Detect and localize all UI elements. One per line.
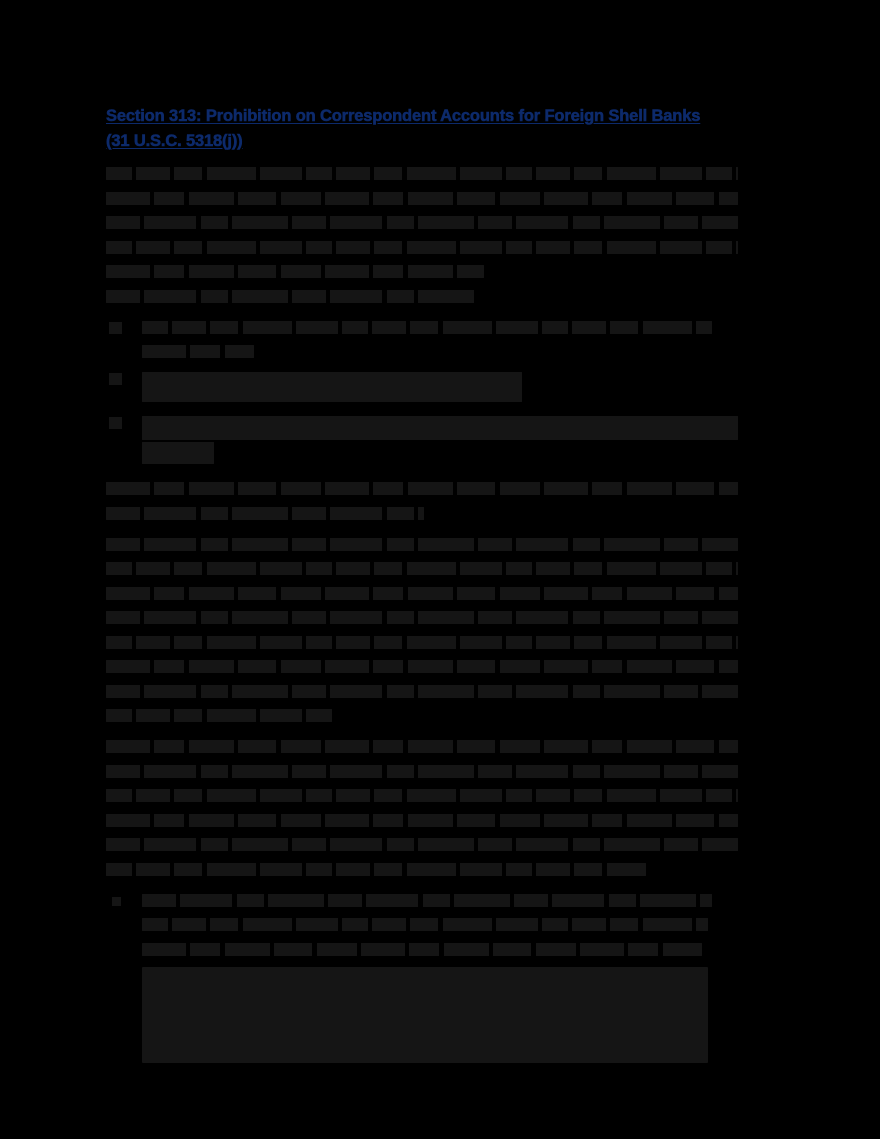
redacted-line — [106, 789, 738, 802]
redacted-line — [106, 241, 738, 254]
intro-paragraph — [106, 167, 738, 303]
list-marker-icon — [109, 373, 122, 385]
list-intro-paragraph — [106, 482, 738, 520]
redacted-line — [106, 863, 646, 876]
redacted-line — [106, 167, 738, 180]
redacted-line — [106, 814, 738, 827]
redacted-line — [106, 587, 738, 600]
redacted-line — [106, 265, 484, 278]
page-title: Section 313: Prohibition on Correspondent Accounts for Foreign Shell Banks (31 U.S.C. 5318(j)) — [106, 107, 701, 150]
list-item — [106, 894, 738, 1064]
redacted-line — [106, 562, 738, 575]
list-item — [106, 416, 738, 464]
redacted-block — [142, 967, 708, 1063]
redacted-line — [142, 442, 214, 464]
redacted-line — [142, 372, 522, 402]
redacted-line — [142, 345, 254, 358]
redacted-line — [106, 290, 478, 303]
redacted-line — [106, 636, 738, 649]
redacted-line — [106, 192, 738, 205]
redacted-line — [106, 740, 738, 753]
list-marker-icon — [109, 417, 122, 429]
redacted-bulleted-list — [106, 894, 738, 1064]
redacted-line — [106, 507, 424, 520]
body-paragraph-2 — [106, 740, 738, 876]
redacted-line — [142, 918, 708, 931]
redacted-line — [142, 943, 702, 956]
redacted-line — [142, 416, 738, 440]
redacted-line — [106, 482, 738, 495]
redacted-line — [106, 660, 738, 673]
redacted-line — [106, 216, 738, 229]
bullet-marker-icon — [112, 897, 121, 906]
redacted-line — [106, 685, 738, 698]
redacted-line — [106, 709, 332, 722]
list-item — [106, 321, 738, 359]
redacted-line — [106, 765, 738, 778]
body-paragraph-1 — [106, 538, 738, 723]
redacted-line — [142, 321, 712, 334]
list-item — [106, 372, 738, 402]
list-marker-icon — [109, 322, 122, 334]
redacted-line — [106, 838, 738, 851]
redacted-line — [106, 538, 738, 551]
redacted-line — [106, 611, 738, 624]
document-content — [106, 104, 738, 1081]
redacted-ordered-list — [106, 321, 738, 465]
redacted-line — [142, 894, 712, 907]
